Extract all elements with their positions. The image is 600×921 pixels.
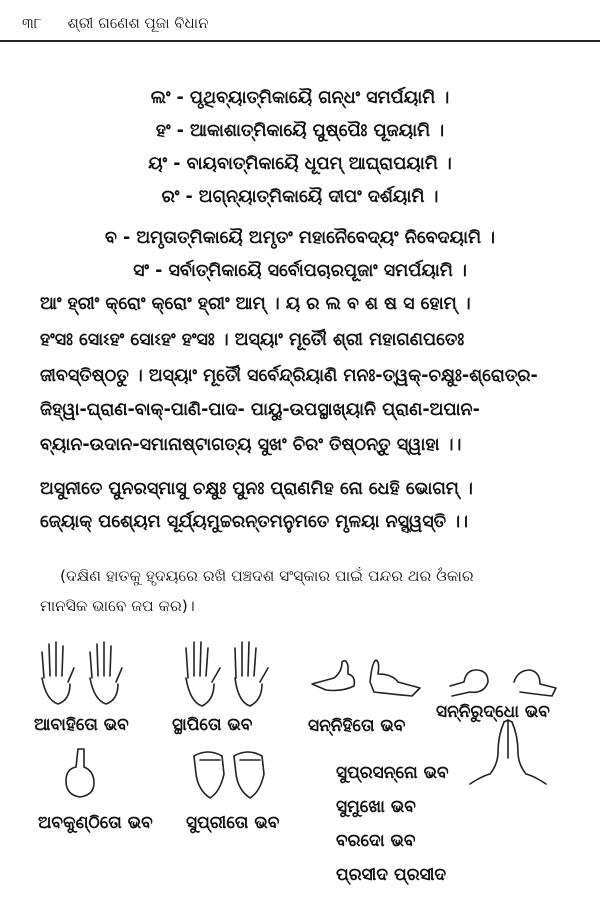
supreeto-mudra-illustration: [190, 746, 270, 802]
sthapana-mudra-illustration: [178, 638, 278, 710]
mantra-line: ଜୀବସ୍ତିଷ୍ଠତୁ । ଅସ୍ୟାଂ ମୂର୍ତୌ ସର୍ବେନ୍ଦ୍ରିୟାଣି ମନଃ-ତ୍ୱକ୍-ଚକ୍ଷୁଃ-ଶ୍ରୋତ୍ର-: [40, 366, 538, 386]
mudra-caption-suprasanno: ସୁପ୍ରସନ୍ନୋ ଭବ: [336, 763, 449, 783]
mudra-caption-avahito: ଆବାହିତୋ ଭବ: [34, 715, 129, 735]
verse-line: ରଂ - ଅଗ୍ନ୍ୟାତ୍ମିକାୟୈ ଦୀପଂ ଦର୍ଶୟାମି ।: [161, 187, 439, 207]
mudra-caption-sannirudho: ସନ୍ନିରୁଦ୍ଧୋ ଭବ: [436, 702, 550, 722]
mudra-caption-sthapito: ସ୍ଥାପିତୋ ଭବ: [172, 715, 253, 735]
instruction-note: ମାନସିକ ଭାବେ ଜପ କର)।: [40, 597, 195, 615]
page-header: [22, 14, 208, 32]
verse-line: ସଂ - ସର୍ବାତ୍ମିକାୟୈ ସର୍ବୋପଚାରପୂଜାଂ ସମର୍ପୟାମି ।: [133, 261, 467, 281]
mantra-line: ଜ୍ୟୋକ୍ ପଶ୍ୟେମ ସୂର୍ଯ୍ୟମୁଚ୍ଚରନ୍ତମନୁମତେ ମୃଳୟା ନସ୍ସ୍ୱସ୍ତି ।।: [40, 512, 468, 532]
sannidhapana-mudra-illustration: [312, 654, 422, 698]
mantra-line: ଅସୁନୀତେ ପୁନରସ୍ମାସୁ ଚକ୍ଷୁଃ ପୁନଃ ପ୍ରାଣମିହ ନୋ ଧେହି ଭୋଗମ୍ ।: [40, 479, 473, 499]
joined-palms-illustration: [468, 718, 548, 788]
mantra-line: ବ୍ୟାନ-ଉଦାନ-ସମାନାଷ୍ଟାଗତ୍ୟ ସୁଖଂ ଚିରଂ ତିଷ୍ଠନ୍ତୁ ସ୍ୱାହା ।।: [40, 435, 462, 455]
instruction-note: (ଦକ୍ଷିଣ ହାତକୁ ହୃଦୟରେ ରଖି ପଞ୍ଚଦଶ ସଂସ୍କାର ପାଇଁ ପନ୍ଦର ଥର ଓଁକାର: [60, 567, 474, 585]
verse-line: ୟଂ - ବାୟବାତ୍ମିକାୟୈ ଧୂପମ୍ ଆଘ୍ରାପୟାମି ।: [148, 154, 452, 174]
mudra-caption-avakunthito: ଅବକୁଣ୍ଠିତୋ ଭବ: [38, 813, 153, 833]
mudra-caption-varado: ବରଦୋ ଭବ: [336, 831, 416, 851]
avahana-mudra-illustration: [36, 638, 136, 710]
mudra-caption-suprito: ସୁପ୍ରୀତୋ ଭବ: [186, 813, 280, 833]
sannirodhana-mudra-illustration: [448, 658, 558, 698]
verse-line: ଲଂ - ପୃଥିବ୍ୟାତ୍ମିକାୟୈ ଗନ୍ଧଂ ସମର୍ପୟାମି ।: [150, 88, 450, 108]
avakunthana-mudra-illustration: [58, 745, 104, 801]
mantra-line: ହଂସଃ ସୋଽହଂ ସୋଽହଂ ହଂସଃ । ଅସ୍ୟାଂ ମୂର୍ତୌ ଶ୍ରୀ ମହାଗଣପତେଃ: [40, 330, 465, 350]
mudra-caption-sumukho: ସୁମୁଖୋ ଭବ: [336, 797, 416, 817]
mudra-caption-sannihito: ସନ୍ନିହିତୋ ଭବ: [308, 716, 406, 736]
header-divider: [0, 40, 600, 42]
mantra-line: ଜିହ୍ୱା-ଘ୍ରାଣ-ବାକ୍-ପାଣି-ପାଦ- ପାୟୁ-ଉପସ୍ଥାଖ୍ୟାନି ପ୍ରାଣ-ଅପାନ-: [40, 400, 480, 420]
mantra-line: ଆଂ ହ୍ରୀଂ କ୍ରୋଂ କ୍ରୋଂ ହ୍ରୀଂ ଆମ୍ । ୟ ର ଲ ବ ଶ ଷ ସ ହୋମ୍ ।: [40, 294, 471, 314]
page-title: ଶ୍ରୀ ଗଣେଶ ପୂଜା ବିଧାନ: [67, 14, 209, 32]
verse-line: ବ - ଅମୃତାତ୍ମିକାୟୈ ଅମୃତଂ ମହାନୈବେଦ୍ୟଂ ନିବେଦୟାମି ।: [104, 228, 496, 248]
page-number: ୩୮: [22, 14, 42, 32]
mudra-caption-prasida: ପ୍ରସୀଦ ପ୍ରସୀଦ: [336, 865, 447, 885]
verse-line: ହଂ - ଆକାଶାତ୍ମିକାୟୈ ପୁଷ୍ପୈଃ ପୂଜୟାମି ।: [155, 121, 445, 141]
